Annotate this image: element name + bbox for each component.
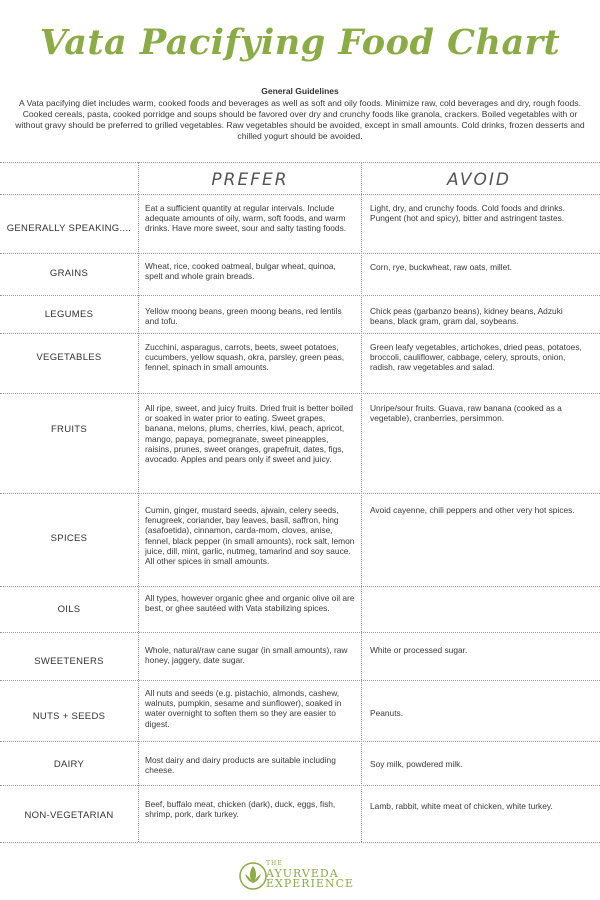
prefer-cell: All nuts and seeds (e.g. pistachio, almonds, cashew, walnuts, pumpkin, sesame and sunflower), soaked in water overnight to soften them so they are easier to digest. xyxy=(145,688,342,729)
logo-experience: EXPERIENCE xyxy=(266,877,355,890)
avoid-cell: Peanuts. xyxy=(370,708,404,718)
row-rule xyxy=(0,393,600,394)
prefer-cell: Wheat, rice, cooked oatmeal, bulgar wheat, quinoa, spelt and whole grain breads. xyxy=(145,261,336,282)
avoid-cell: Avoid cayenne, chili peppers and other very hot spices. xyxy=(370,505,575,515)
row-category: NUTS + SEEDS xyxy=(32,711,106,722)
prefer-cell: All ripe, sweet, and juicy fruits. Dried fruit is better boiled or soaked in water prior to eating. Sweet grapes, banana, melons, plums, cherries, kiwi, peach, apricot, mango, papaya, pomegranate, sweet pineapples, raisins, prunes, sweet oranges, grapefruit, dates, figs, avocado. Apples and pears only if sweet and juicy. xyxy=(145,403,354,465)
avoid-column-header: AVOID xyxy=(447,170,511,190)
avoid-cell: Unripe/sour fruits. Guava, raw banana (cooked as a vegetable), cranberries, persimmon. xyxy=(370,403,562,424)
prefer-cell: Most dairy and dairy products are suitable including cheese. xyxy=(145,755,336,776)
avoid-cell: Corn, rye, buckwheat, raw oats, millet. xyxy=(370,262,512,272)
row-rule xyxy=(0,253,600,254)
row-rule xyxy=(0,785,600,786)
row-rule xyxy=(0,632,600,633)
logo-ayurveda: AYURVEDA xyxy=(266,867,339,880)
avoid-cell: Green leafy vegetables, artichokes, dried peas, potatoes, broccoli, cauliflower, cabbage, celery, sprouts, onion, radish, raw vegetables and salad. xyxy=(370,342,582,373)
row-rule xyxy=(0,493,600,494)
row-category: VEGETABLES xyxy=(36,352,102,363)
row-category: OILS xyxy=(57,604,81,615)
row-category: NON-VEGETARIAN xyxy=(24,810,114,821)
avoid-cell: Lamb, rabbit, white meat of chicken, white turkey. xyxy=(370,801,553,811)
prefer-cell: Yellow moong beans, green moong beans, red lentils and tofu. xyxy=(145,306,342,327)
header-rule xyxy=(0,194,600,195)
guidelines-text: A Vata pacifying diet includes warm, cooked foods and beverages as well as soft and oily foods. Minimize raw, cold beverages and dry, rough foods. Cooked cereals, pasta, cooked porridge and soups should be favored over dry and crunchy foods like granola, crackers. Boiled vegetables with or without gravy should be preferred to grilled vegetables. Raw vegetables should be avoided, except in small amounts. Cold drinks, frozen desserts and chilled yogurt should be avoided. xyxy=(15,98,585,141)
row-rule xyxy=(0,586,600,587)
table-top-rule xyxy=(0,162,600,163)
row-rule xyxy=(0,741,600,742)
prefer-cell: Whole, natural/raw cane sugar (in small amounts), raw honey, jaggery, date sugar. xyxy=(145,645,348,666)
column-divider xyxy=(361,162,362,842)
prefer-column-header: PREFER xyxy=(211,170,289,190)
prefer-cell: All types, however organic ghee and organic olive oil are best, or ghee sautéed with Vata stabilizing spices. xyxy=(145,593,355,614)
row-category: GRAINS xyxy=(49,268,89,279)
prefer-cell: Zucchini, asparagus, carrots, beets, sweet potatoes, cucumbers, yellow squash, okra, parsley, green peas, fennel, spinach in small amounts. xyxy=(145,342,345,373)
avoid-cell: Chick peas (garbanzo beans), kidney beans, Adzuki beans, black gram, gram dal, soybeans. xyxy=(370,306,563,327)
prefer-cell: Eat a sufficient quantity at regular intervals. Include adequate amounts of oily, warm, soft foods, and warm drinks. Have more sweet, sour and salty tasting foods. xyxy=(145,203,347,234)
row-rule xyxy=(0,680,600,681)
row-category: GENERALLY SPEAKING.... xyxy=(6,223,132,234)
row-category: SWEETENERS xyxy=(34,656,104,667)
logo-the: THE xyxy=(266,860,283,867)
brand-logo xyxy=(266,859,354,889)
prefer-cell: Cumin, ginger, mustard seeds, ajwain, celery seeds, fenugreek, coriander, bay leaves, basil, saffron, hing (asafoetida), cinnamon, carda-mom, cloves, anise, fennel, black pepper (in small amounts), rock salt, lemon juice, dill, mint, garlic, nutmeg, tamarind and soy sauce. All other spices in small amounts. xyxy=(145,505,355,567)
row-category: DAIRY xyxy=(53,759,85,770)
guidelines-heading: General Guidelines xyxy=(261,86,339,96)
avoid-cell: White or processed sugar. xyxy=(370,645,468,655)
row-category: FRUITS xyxy=(50,424,88,435)
lotus-icon xyxy=(238,856,268,896)
page-title: Vata Pacifying Food Chart xyxy=(39,22,561,63)
avoid-cell: Light, dry, and crunchy foods. Cold foods and drinks. Pungent (hot and spicy), bitter and astringent tastes. xyxy=(370,203,565,224)
row-category: LEGUMES xyxy=(44,309,94,320)
row-rule xyxy=(0,295,600,296)
column-divider xyxy=(138,162,139,842)
row-rule xyxy=(0,333,600,334)
table-bottom-rule xyxy=(0,842,600,843)
prefer-cell: Beef, buffalo meat, chicken (dark), duck, eggs, fish, shrimp, pork, dark turkey. xyxy=(145,799,336,820)
avoid-cell: Soy milk, powdered milk. xyxy=(370,759,463,769)
row-category: SPICES xyxy=(50,533,88,544)
